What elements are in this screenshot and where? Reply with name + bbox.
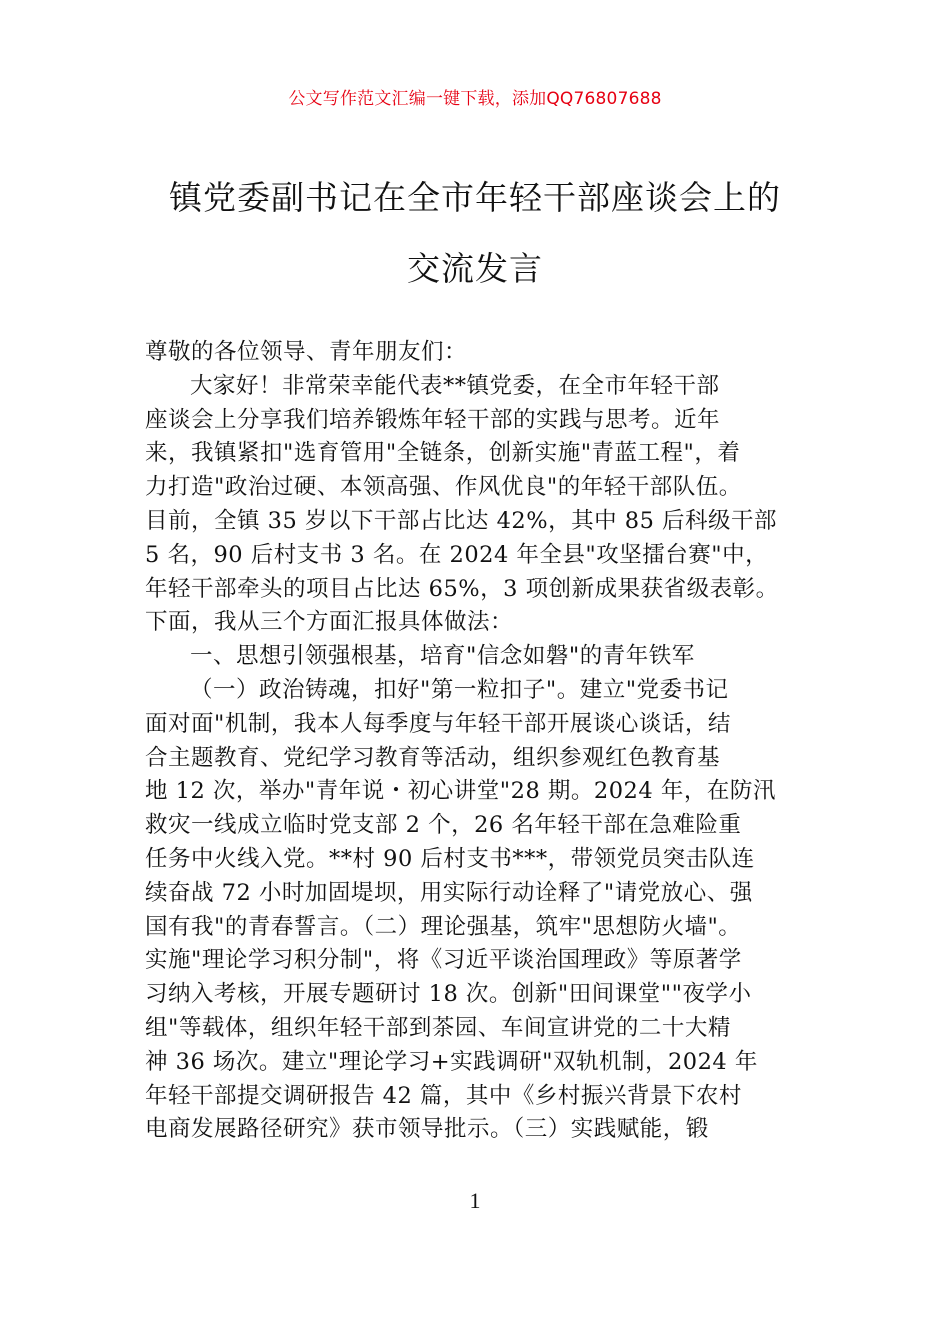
document-body (145, 336, 811, 1147)
paragraph-line: 面对面"机制，我本人每季度与年轻干部开展谈心谈话，结 (145, 710, 731, 737)
paragraph-line: 国有我"的青春誓言。（二）理论强基，筑牢"思想防火墙"。 (145, 913, 742, 940)
paragraph-line: 座谈会上分享我们培养锻炼年轻干部的实践与思考。近年 (145, 406, 721, 433)
page-number: 1 (469, 1188, 481, 1213)
paragraph-line: 地 12 次，举办"青年说・初心讲堂"28 期。2024 年，在防汛 (145, 778, 776, 805)
document-title-line-1: 镇党委副书记在全市年轻干部座谈会上的 (169, 178, 781, 217)
paragraph-line: 合主题教育、党纪学习教育等活动，组织参观红色教育基 (145, 744, 721, 771)
paragraph-line: 目前，全镇 35 岁以下干部占比达 42%，其中 85 后科级干部 (145, 507, 778, 534)
paragraph-line: 年轻干部牵头的项目占比达 65%，3 项创新成果获省级表彰。 (145, 575, 779, 602)
paragraph-line: 组"等载体，组织年轻干部到茶园、车间宣讲党的二十大精 (145, 1014, 731, 1041)
paragraph-line: 大家好！非常荣幸能代表**镇党委，在全市年轻干部 (190, 372, 720, 399)
paragraph-line: （一）政治铸魂，扣好"第一粒扣子"。建立"党委书记 (190, 676, 729, 703)
paragraph-line: 实施"理论学习积分制"，将《习近平谈治国理政》等原著学 (145, 947, 742, 974)
section-heading: 一、思想引领强根基，培育"信念如磐"的青年铁军 (190, 643, 695, 670)
salutation: 尊敬的各位领导、青年朋友们： (145, 339, 468, 365)
paragraph-line: 力打造"政治过硬、本领高强、作风优良"的年轻干部队伍。 (145, 474, 742, 501)
paragraph-line: 习纳入考核，开展专题研讨 18 次。创新"田间课堂""夜学小 (145, 981, 752, 1008)
paragraph-line: 神 36 场次。建立"理论学习+实践调研"双轨机制，2024 年 (145, 1048, 758, 1075)
paragraph-line: 来，我镇紧扣"选育管用"全链条，创新实施"青蓝工程"，着 (145, 440, 741, 467)
paragraph-line: 续奋战 72 小时加固堤坝，用实际行动诠释了"请党放心、强 (145, 879, 753, 906)
paragraph-line: 年轻干部提交调研报告 42 篇，其中《乡村振兴背景下农村 (145, 1082, 742, 1109)
document-title-line-2: 交流发言 (407, 249, 543, 288)
paragraph-line: 5 名，90 后村支书 3 名。在 2024 年全县"攻坚擂台赛"中， (145, 541, 769, 568)
paragraph-line: 救灾一线成立临时党支部 2 个，26 名年轻干部在急难险重 (145, 812, 742, 839)
paragraph-line: 任务中火线入党。**村 90 后村支书***，带领党员突击队连 (145, 845, 755, 872)
promo-banner: 公文写作范文汇编一键下载，添加QQ76807688 (288, 89, 662, 109)
paragraph-line: 电商发展路径研究》获市领导批示。（三）实践赋能，锻 (145, 1116, 709, 1143)
paragraph-line: 下面，我从三个方面汇报具体做法： (145, 609, 514, 636)
